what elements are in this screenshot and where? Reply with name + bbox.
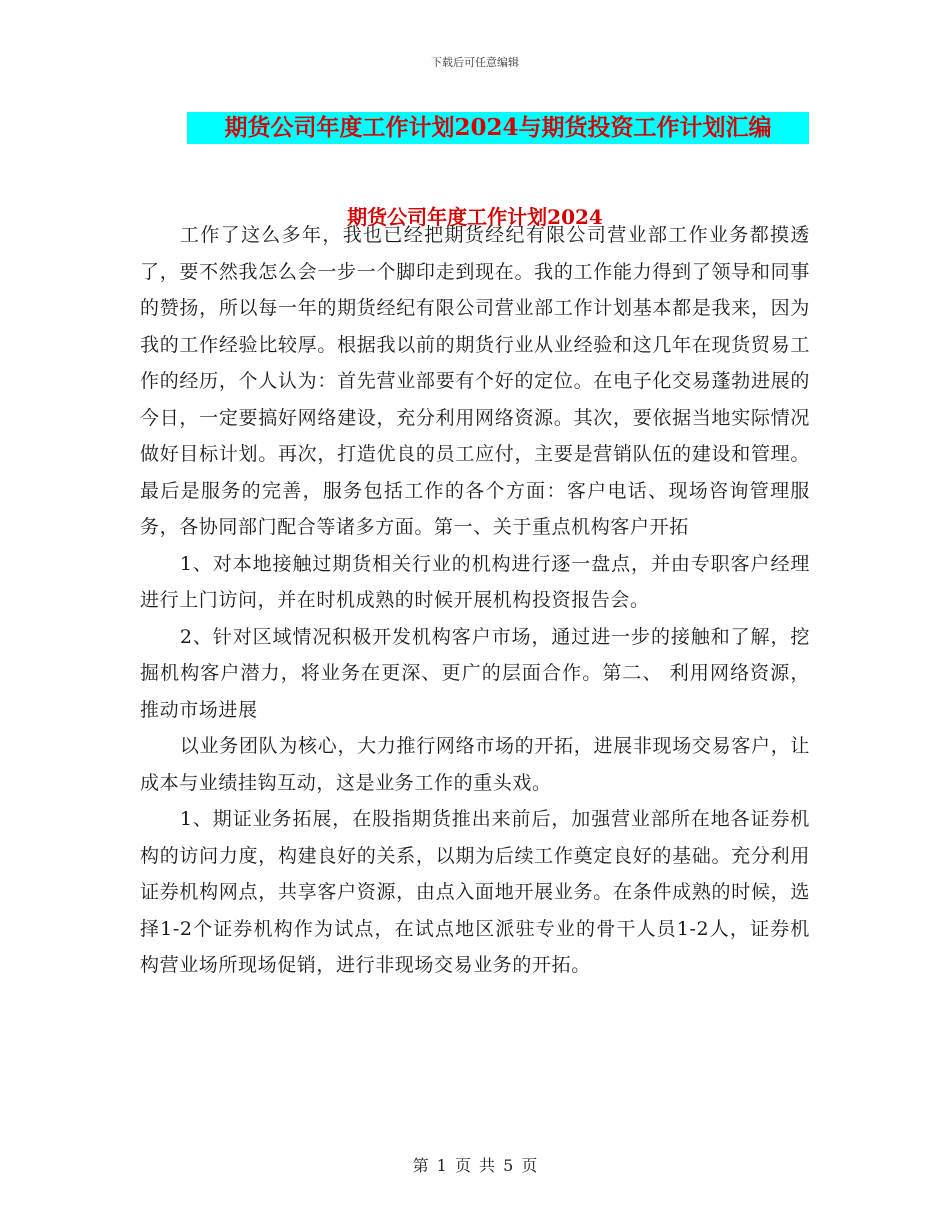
body-paragraph: 1、对本地接触过期货相关行业的机构进行逐一盘点，并由专职客户经理进行上门访问，并在时机成熟的时候开展机构投资报告会。 xyxy=(140,552,810,611)
body-paragraph: 2、针对区域情况积极开发机构客户市场，通过进一步的接触和了解，挖掘机构客户潜力，将业务在更深、更广的层面合作。第二、 利用网络资源，推动市场进展 xyxy=(140,625,810,721)
body-paragraph: 以业务团队为核心，大力推行网络市场的开拓，进展非现场交易客户，让成本与业绩挂钩互动，这是业务工作的重头戏。 xyxy=(140,735,810,794)
page-number-footer: 第 1 页 共 5 页 xyxy=(412,1156,538,1175)
document-main-title: 期货公司年度工作计划2024与期货投资工作计划汇编 xyxy=(187,112,809,144)
section-title: 期货公司年度工作计划2024 xyxy=(347,205,603,229)
body-paragraph: 工作了这么多年，我也已经把期货经纪有限公司营业部工作业务都摸透了，要不然我怎么会一步一个脚印走到现在。我的工作能力得到了领导和同事的赞扬，所以每一年的期货经纪有限公司营业部工作计划基本都是我来，因为我的工作经验比较厚。根据我以前的期货行业从业经验和这几年在现货贸易工作的经历，个人认为：首先营业部要有个好的定位。在电子化交易蓬勃进展的今日，一定要搞好网络建设，充分利用网络资源。其次，要依据当地实际情况做好目标计划。再次，打造优良的员工应付，主要是营销队伍的建设和管理。最后是服务的完善，服务包括工作的各个方面：客户电话、现场咨询管理服务，各协同部门配合等诸多方面。第一、关于重点机构客户开拓 xyxy=(140,224,810,538)
document-body xyxy=(140,217,810,984)
header-note: 下载后可任意编辑 xyxy=(431,56,519,69)
body-paragraph: 1、期证业务拓展，在股指期货推出来前后，加强营业部所在地各证券机构的访问力度，构建良好的关系，以期为后续工作奠定良好的基础。充分利用证券机构网点，共享客户资源，由点入面地开展业务。在条件成熟的时候，选择1-2个证券机构作为试点，在试点地区派驻专业的骨干人员1-2人，证券机构营业场所现场促销，进行非现场交易业务的开拓。 xyxy=(140,808,810,976)
